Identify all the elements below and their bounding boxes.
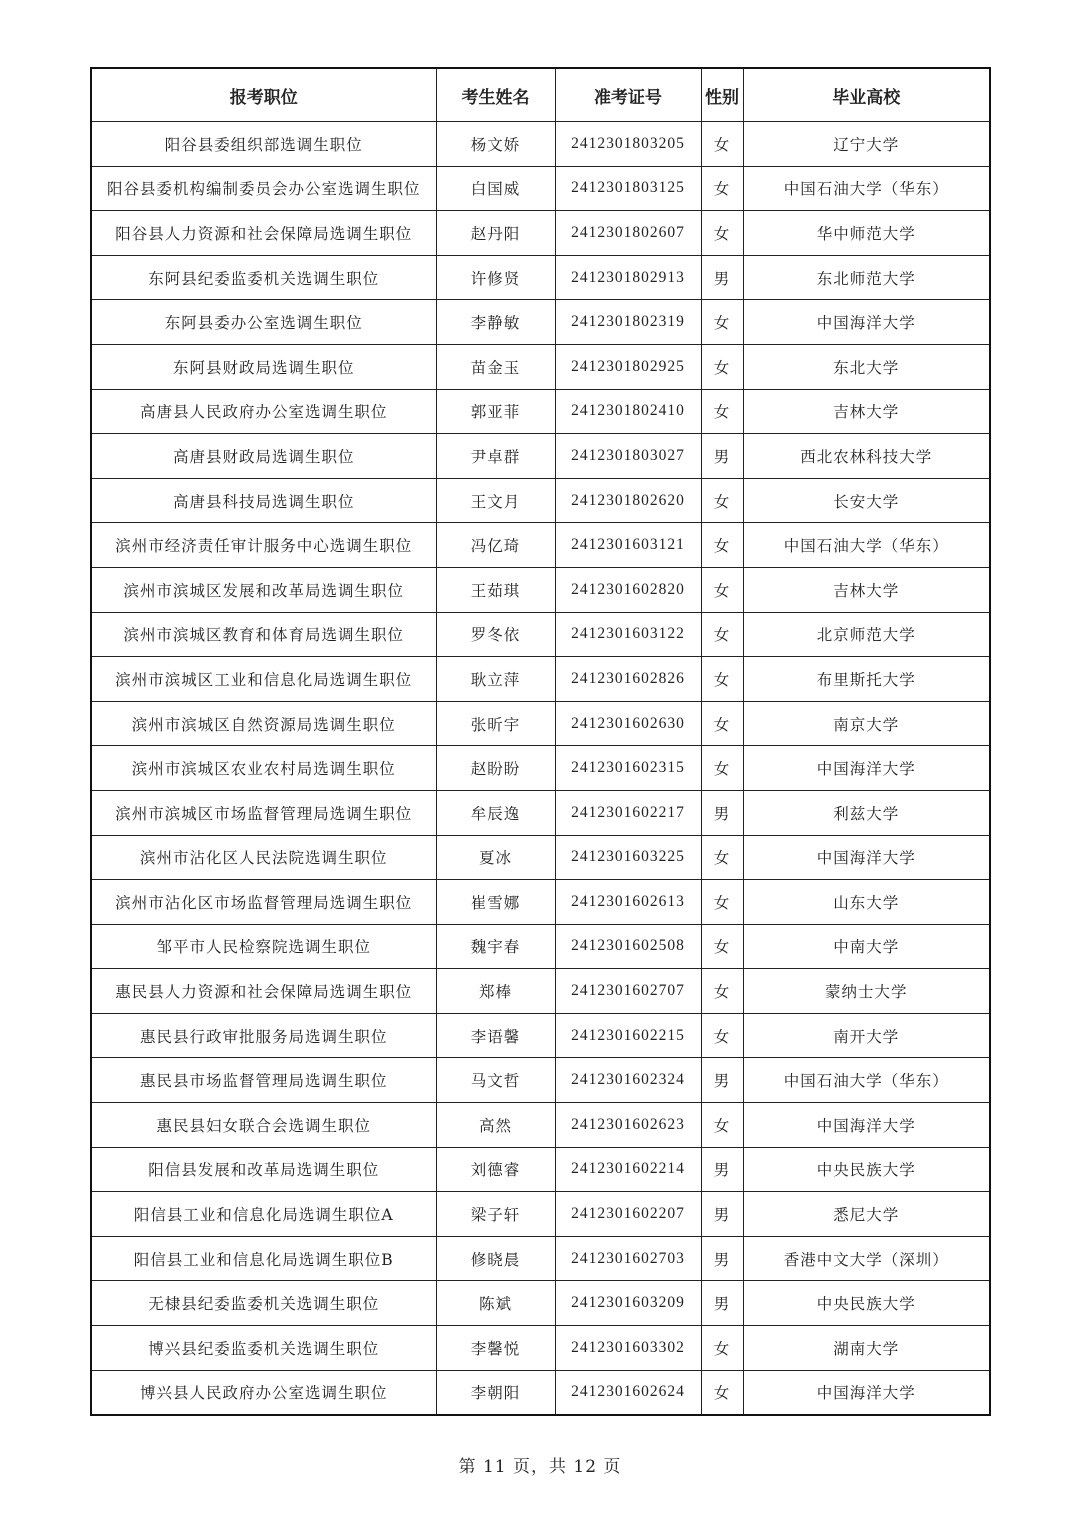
cell-exam-id: 2412301603302: [555, 1326, 701, 1371]
cell-position: 惠民县行政审批服务局选调生职位: [91, 1013, 436, 1058]
cell-position: 惠民县妇女联合会选调生职位: [91, 1103, 436, 1148]
cell-gender: 女: [701, 211, 743, 256]
cell-position: 无棣县纪委监委机关选调生职位: [91, 1281, 436, 1326]
cell-exam-id: 2412301802925: [555, 344, 701, 389]
cell-gender: 女: [701, 1103, 743, 1148]
table-row: [91, 567, 990, 612]
cell-university: 吉林大学: [743, 389, 990, 434]
cell-gender: 男: [701, 1281, 743, 1326]
cell-university: 中国石油大学（华东）: [743, 1058, 990, 1103]
header-exam-id: 准考证号: [555, 68, 701, 122]
cell-university: 利兹大学: [743, 790, 990, 835]
cell-university: 吉林大学: [743, 567, 990, 612]
header-position: 报考职位: [91, 68, 436, 122]
cell-exam-id: 2412301803027: [555, 434, 701, 479]
table-row: [91, 211, 990, 256]
cell-name: 陈斌: [436, 1281, 555, 1326]
cell-gender: 女: [701, 344, 743, 389]
cell-university: 香港中文大学（深圳）: [743, 1236, 990, 1281]
cell-position: 东阿县委办公室选调生职位: [91, 300, 436, 345]
cell-gender: 女: [701, 1370, 743, 1415]
cell-gender: 女: [701, 389, 743, 434]
cell-position: 滨州市滨城区工业和信息化局选调生职位: [91, 657, 436, 702]
cell-name: 马文哲: [436, 1058, 555, 1103]
cell-position: 惠民县人力资源和社会保障局选调生职位: [91, 969, 436, 1014]
cell-university: 布里斯托大学: [743, 657, 990, 702]
cell-exam-id: 2412301602703: [555, 1236, 701, 1281]
cell-gender: 女: [701, 300, 743, 345]
table-row: [91, 835, 990, 880]
cell-exam-id: 2412301802620: [555, 478, 701, 523]
cell-position: 阳信县工业和信息化局选调生职位B: [91, 1236, 436, 1281]
cell-gender: 女: [701, 166, 743, 211]
cell-name: 张昕宇: [436, 701, 555, 746]
table-row: [91, 344, 990, 389]
cell-gender: 女: [701, 612, 743, 657]
cell-university: 西北农林科技大学: [743, 434, 990, 479]
cell-exam-id: 2412301602623: [555, 1103, 701, 1148]
cell-university: 北京师范大学: [743, 612, 990, 657]
table-row: [91, 1326, 990, 1371]
cell-name: 崔雪娜: [436, 880, 555, 925]
cell-gender: 女: [701, 746, 743, 791]
table-row: [91, 389, 990, 434]
cell-university: 东北大学: [743, 344, 990, 389]
cell-exam-id: 2412301603225: [555, 835, 701, 880]
cell-exam-id: 2412301803125: [555, 166, 701, 211]
table-row: [91, 122, 990, 167]
header-gender: 性别: [701, 68, 743, 122]
cell-name: 王茹琪: [436, 567, 555, 612]
cell-position: 阳信县工业和信息化局选调生职位A: [91, 1192, 436, 1237]
cell-exam-id: 2412301602214: [555, 1147, 701, 1192]
cell-gender: 男: [701, 1236, 743, 1281]
cell-position: 滨州市沾化区人民法院选调生职位: [91, 835, 436, 880]
cell-gender: 女: [701, 1326, 743, 1371]
cell-name: 冯亿琦: [436, 523, 555, 568]
cell-exam-id: 2412301603209: [555, 1281, 701, 1326]
cell-university: 中央民族大学: [743, 1281, 990, 1326]
cell-gender: 女: [701, 478, 743, 523]
cell-name: 郑棒: [436, 969, 555, 1014]
table-row: [91, 969, 990, 1014]
cell-position: 滨州市经济责任审计服务中心选调生职位: [91, 523, 436, 568]
table-row: [91, 657, 990, 702]
cell-gender: 男: [701, 434, 743, 479]
cell-exam-id: 2412301602315: [555, 746, 701, 791]
cell-gender: 女: [701, 523, 743, 568]
cell-name: 李朝阳: [436, 1370, 555, 1415]
cell-name: 许修贤: [436, 255, 555, 300]
cell-name: 修晓晨: [436, 1236, 555, 1281]
cell-university: 中国海洋大学: [743, 1103, 990, 1148]
cell-gender: 女: [701, 835, 743, 880]
cell-position: 滨州市滨城区发展和改革局选调生职位: [91, 567, 436, 612]
cell-position: 惠民县市场监督管理局选调生职位: [91, 1058, 436, 1103]
cell-name: 王文月: [436, 478, 555, 523]
cell-university: 山东大学: [743, 880, 990, 925]
cell-exam-id: 2412301602820: [555, 567, 701, 612]
cell-gender: 男: [701, 790, 743, 835]
cell-exam-id: 2412301802607: [555, 211, 701, 256]
table-row: [91, 1281, 990, 1326]
cell-position: 高唐县科技局选调生职位: [91, 478, 436, 523]
cell-university: 中国石油大学（华东）: [743, 523, 990, 568]
cell-position: 阳谷县委机构编制委员会办公室选调生职位: [91, 166, 436, 211]
cell-exam-id: 2412301602826: [555, 657, 701, 702]
cell-name: 李语馨: [436, 1013, 555, 1058]
cell-university: 中国石油大学（华东）: [743, 166, 990, 211]
cell-position: 阳谷县人力资源和社会保障局选调生职位: [91, 211, 436, 256]
cell-exam-id: 2412301603122: [555, 612, 701, 657]
cell-gender: 女: [701, 924, 743, 969]
cell-name: 郭亚菲: [436, 389, 555, 434]
cell-position: 滨州市滨城区自然资源局选调生职位: [91, 701, 436, 746]
cell-exam-id: 2412301602217: [555, 790, 701, 835]
table-row: [91, 880, 990, 925]
page-number: 第 11 页，共 12 页: [458, 1457, 622, 1477]
cell-name: 赵丹阳: [436, 211, 555, 256]
table-row: [91, 255, 990, 300]
cell-exam-id: 2412301603121: [555, 523, 701, 568]
cell-gender: 女: [701, 701, 743, 746]
cell-position: 滨州市滨城区教育和体育局选调生职位: [91, 612, 436, 657]
cell-position: 博兴县纪委监委机关选调生职位: [91, 1326, 436, 1371]
table-row: [91, 746, 990, 791]
cell-university: 中国海洋大学: [743, 746, 990, 791]
cell-position: 滨州市滨城区市场监督管理局选调生职位: [91, 790, 436, 835]
table-row: [91, 924, 990, 969]
cell-name: 罗冬依: [436, 612, 555, 657]
cell-name: 赵盼盼: [436, 746, 555, 791]
cell-university: 悉尼大学: [743, 1192, 990, 1237]
cell-gender: 女: [701, 880, 743, 925]
cell-name: 魏宇春: [436, 924, 555, 969]
cell-university: 东北师范大学: [743, 255, 990, 300]
cell-university: 中国海洋大学: [743, 300, 990, 345]
cell-university: 长安大学: [743, 478, 990, 523]
cell-name: 尹卓群: [436, 434, 555, 479]
table-row: [91, 612, 990, 657]
cell-name: 白国威: [436, 166, 555, 211]
cell-name: 刘德睿: [436, 1147, 555, 1192]
table-row: [91, 434, 990, 479]
cell-exam-id: 2412301802319: [555, 300, 701, 345]
table-row: [91, 166, 990, 211]
table-row: [91, 1147, 990, 1192]
cell-position: 阳谷县委组织部选调生职位: [91, 122, 436, 167]
header-name: 考生姓名: [436, 68, 555, 122]
cell-gender: 女: [701, 1013, 743, 1058]
cell-name: 夏冰: [436, 835, 555, 880]
table-body: [91, 122, 990, 1416]
cell-exam-id: 2412301602613: [555, 880, 701, 925]
cell-gender: 男: [701, 1058, 743, 1103]
cell-exam-id: 2412301602508: [555, 924, 701, 969]
header-university: 毕业高校: [743, 68, 990, 122]
cell-university: 蒙纳士大学: [743, 969, 990, 1014]
cell-position: 邹平市人民检察院选调生职位: [91, 924, 436, 969]
cell-university: 辽宁大学: [743, 122, 990, 167]
cell-position: 高唐县人民政府办公室选调生职位: [91, 389, 436, 434]
cell-name: 杨文娇: [436, 122, 555, 167]
cell-exam-id: 2412301602630: [555, 701, 701, 746]
cell-name: 梁子轩: [436, 1192, 555, 1237]
cell-name: 牟辰逸: [436, 790, 555, 835]
table-row: [91, 1013, 990, 1058]
cell-name: 苗金玉: [436, 344, 555, 389]
cell-gender: 女: [701, 567, 743, 612]
table-header-row: [91, 68, 990, 122]
cell-gender: 女: [701, 969, 743, 1014]
cell-gender: 女: [701, 657, 743, 702]
table-row: [91, 1192, 990, 1237]
cell-university: 中国海洋大学: [743, 1370, 990, 1415]
cell-university: 中国海洋大学: [743, 835, 990, 880]
cell-exam-id: 2412301802410: [555, 389, 701, 434]
cell-position: 东阿县纪委监委机关选调生职位: [91, 255, 436, 300]
cell-position: 滨州市滨城区农业农村局选调生职位: [91, 746, 436, 791]
cell-name: 耿立萍: [436, 657, 555, 702]
table-row: [91, 701, 990, 746]
table-row: [91, 1103, 990, 1148]
cell-exam-id: 2412301602707: [555, 969, 701, 1014]
cell-position: 高唐县财政局选调生职位: [91, 434, 436, 479]
table-row: [91, 1236, 990, 1281]
cell-exam-id: 2412301803205: [555, 122, 701, 167]
cell-position: 东阿县财政局选调生职位: [91, 344, 436, 389]
table-row: [91, 478, 990, 523]
cell-position: 滨州市沾化区市场监督管理局选调生职位: [91, 880, 436, 925]
cell-gender: 女: [701, 122, 743, 167]
cell-gender: 男: [701, 255, 743, 300]
table-row: [91, 1058, 990, 1103]
cell-exam-id: 2412301802913: [555, 255, 701, 300]
cell-university: 湖南大学: [743, 1326, 990, 1371]
table-row: [91, 1370, 990, 1415]
cell-exam-id: 2412301602324: [555, 1058, 701, 1103]
cell-exam-id: 2412301602207: [555, 1192, 701, 1237]
cell-university: 南京大学: [743, 701, 990, 746]
candidate-table: [90, 67, 991, 1416]
cell-university: 南开大学: [743, 1013, 990, 1058]
cell-university: 中南大学: [743, 924, 990, 969]
cell-exam-id: 2412301602215: [555, 1013, 701, 1058]
cell-gender: 男: [701, 1147, 743, 1192]
table-row: [91, 790, 990, 835]
cell-university: 华中师范大学: [743, 211, 990, 256]
cell-position: 阳信县发展和改革局选调生职位: [91, 1147, 436, 1192]
cell-gender: 男: [701, 1192, 743, 1237]
cell-name: 李静敏: [436, 300, 555, 345]
cell-name: 高然: [436, 1103, 555, 1148]
cell-exam-id: 2412301602624: [555, 1370, 701, 1415]
cell-university: 中央民族大学: [743, 1147, 990, 1192]
table-row: [91, 523, 990, 568]
table-row: [91, 300, 990, 345]
cell-name: 李馨悦: [436, 1326, 555, 1371]
cell-position: 博兴县人民政府办公室选调生职位: [91, 1370, 436, 1415]
